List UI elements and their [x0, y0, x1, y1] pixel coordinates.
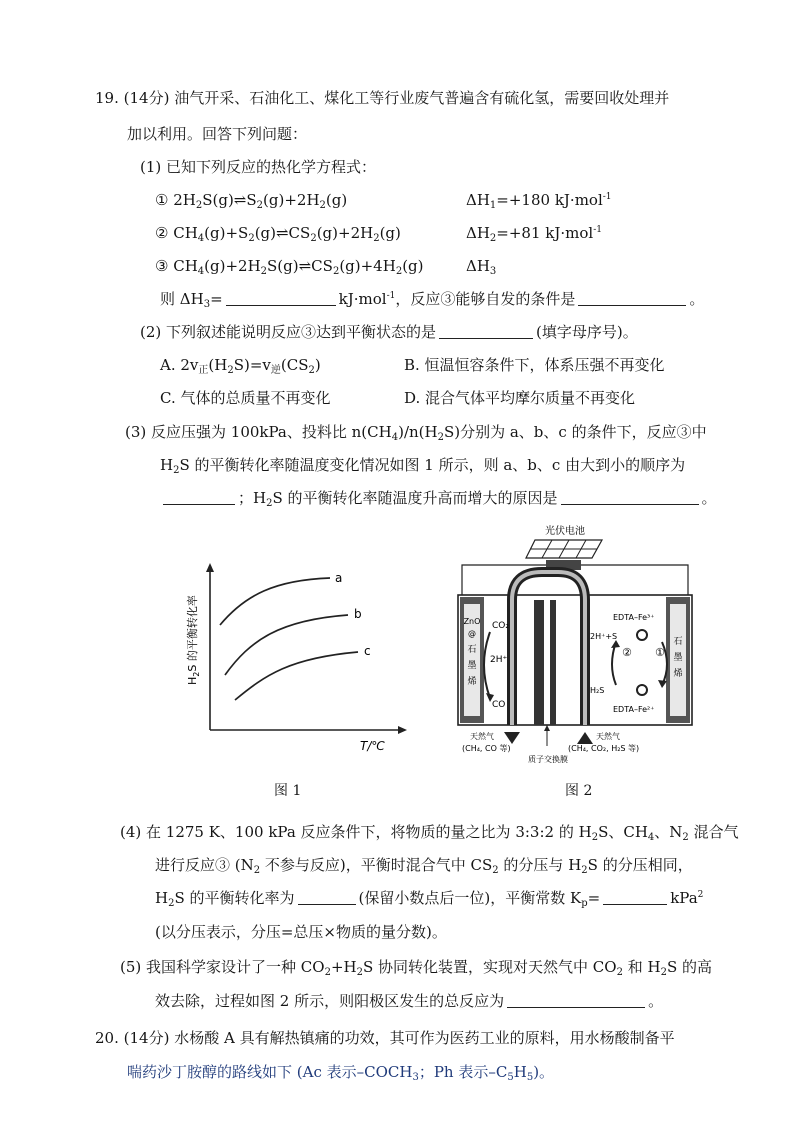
svg-text:石: 石	[673, 637, 683, 647]
answer-blank-conversion[interactable]	[298, 890, 356, 905]
q20-line1: 20. (14分) 水杨酸 A 具有解热镇痛的功效，其可作为医药工业的原料，用水杨酸制备平	[95, 1029, 675, 1047]
answer-blank-dh3[interactable]	[226, 291, 336, 306]
svg-text:烯: 烯	[673, 669, 683, 679]
part3-line3: ；$H_2S$ 的平衡转化率随温度升高而增大的原因是 。	[160, 488, 717, 508]
svg-text:CO₂: CO₂	[492, 621, 509, 631]
gas-out-arrow	[504, 732, 520, 744]
q20-number: 20.	[95, 1029, 119, 1047]
svg-text:H₂S: H₂S	[590, 686, 605, 695]
delta-h1: $\Delta H_1=+180$ kJ·mol$^{-1}$	[466, 191, 612, 211]
svg-text:①: ①	[655, 646, 665, 659]
q20-line2: 喘药沙丁胺醇的路线如下 (Ac 表示$-COCH_3$；Ph 表示$-C_5H_5$)。	[127, 1063, 555, 1083]
svg-text:天然气: 天然气	[470, 732, 494, 741]
part2-question: (2) 下列叙述能说明反应③达到平衡状态的是 (填字母序号)。	[140, 323, 638, 341]
proton-exchange-membrane	[534, 600, 544, 725]
curve-a-label: a	[335, 571, 343, 585]
svg-text:H2S 的平衡转化率: $H_2S$ 的平衡转化率	[186, 595, 201, 685]
figure-2-caption: 图 2	[565, 783, 593, 799]
figure-1	[180, 560, 410, 770]
part5-line1: (5) 我国科学家设计了一种 $CO_2+H_2S$ 协同转化装置，实现对天然气中 $CO_2$ 和 $H_2S$ 的高	[120, 958, 712, 978]
part4-line4: (以分压表示，分压=总压×物质的量分数)。	[155, 923, 447, 941]
q19-number: 19.	[95, 89, 119, 107]
delta-h2: $\Delta H_2=+81$ kJ·mol$^{-1}$	[466, 224, 602, 244]
option-b: B. 恒温恒容条件下，体系压强不再变化	[404, 356, 665, 374]
x-axis-arrow	[398, 726, 407, 734]
svg-text:墨: 墨	[467, 661, 477, 671]
delta-h3: $\Delta H_3$	[466, 257, 497, 277]
figure-2-diagram	[450, 520, 700, 765]
curve-c-label: c	[364, 644, 371, 658]
curve-b-label: b	[354, 607, 362, 621]
answer-blank-part2[interactable]	[439, 324, 533, 339]
part4-line2: 进行反应③ ($N_2$ 不参与反应)，平衡时混合气中 $CS_2$ 的分压与 $H_2S$ 的分压相同，	[155, 856, 693, 876]
svg-text:@: @	[468, 629, 476, 638]
reaction-1: ① $2H_2S(g)\rightleftharpoons S_2(g)+2H_2(g)$	[155, 191, 348, 211]
option-a: A. $2v_正(H_2S)=v_逆(CS_2)$	[160, 356, 321, 376]
svg-text:2H⁺: 2H⁺	[490, 655, 508, 665]
part1-question: 则 $\Delta H_3= kJ\cdot mol^{-1}$，反应③能够自发的条件是 。	[160, 290, 705, 310]
svg-text:石: 石	[467, 645, 477, 655]
part4-line1: (4) 在 1275 K、100 kPa 反应条件下，将物质的量之比为 3:3:2 的 $H_2S$、$CH_4$、$N_2$ 混合气	[120, 823, 739, 843]
option-d: D. 混合气体平均摩尔质量不再变化	[404, 389, 636, 407]
option-c: C. 气体的总质量不再变化	[160, 389, 331, 407]
answer-blank-order[interactable]	[163, 490, 235, 505]
svg-text:EDTA–Fe³⁺: EDTA–Fe³⁺	[613, 613, 655, 622]
solar-label: 光伏电池	[545, 526, 585, 537]
part3-line2: $H_2S$ 的平衡转化率随温度变化情况如图 1 所示，则 a、b、c 由大到小的顺序为	[160, 456, 686, 476]
q19-intro: 19. (14分) 油气开采、石油化工、煤化工等行业废气普遍含有硫化氢，需要回收处理并	[95, 89, 670, 107]
part1-label: (1) 已知下列反应的热化学方程式：	[140, 158, 377, 176]
q19-intro-line2: 加以利用。回答下列问题：	[127, 125, 308, 143]
svg-text:EDTA–Fe²⁺: EDTA–Fe²⁺	[613, 705, 655, 714]
svg-text:CO: CO	[492, 700, 506, 710]
svg-text:质子交换膜: 质子交换膜	[528, 755, 568, 764]
svg-text:烯: 烯	[467, 677, 477, 687]
curve-c	[235, 652, 358, 700]
y-axis-arrow	[206, 563, 214, 572]
reaction-2: ② $CH_4(g)+S_2(g)\rightleftharpoons CS_2(g)+2H_2(g)$	[155, 224, 401, 244]
answer-blank-anode[interactable]	[507, 993, 645, 1008]
part4-line3: $H_2S$ 的平衡转化率为 (保留小数点后一位)，平衡常数 $K_p= kPa^2$	[155, 889, 704, 909]
svg-text:(CH₄, CO₂, H₂S 等): (CH₄, CO₂, H₂S 等)	[568, 744, 640, 753]
figure-1-chart	[180, 560, 410, 770]
part5-line2: 效去除，过程如图 2 所示，则阳极区发生的总反应为 。	[155, 992, 664, 1010]
x-axis-label: T/℃	[360, 739, 385, 753]
answer-blank-spontaneous[interactable]	[578, 291, 686, 306]
part3-line1: (3) 反应压强为 100kPa、投料比 $n(CH_4)/n(H_2S)$分别为 a、b、c 的条件下，反应③中	[125, 423, 707, 443]
curve-a	[220, 578, 330, 625]
figure-1-caption: 图 1	[274, 783, 302, 799]
svg-text:2H⁺+S: 2H⁺+S	[590, 632, 618, 641]
wire-right	[581, 565, 688, 595]
y-axis-label	[185, 595, 201, 685]
curve-b	[225, 615, 348, 675]
svg-text:ZnO: ZnO	[463, 617, 481, 626]
svg-text:墨: 墨	[673, 653, 683, 663]
gas-in-arrow	[577, 732, 593, 744]
figure-2	[450, 520, 700, 765]
reaction-3: ③ $CH_4(g)+2H_2S(g)\rightleftharpoons CS_2(g)+4H_2(g)$	[155, 257, 424, 277]
svg-text:(CH₄, CO 等): (CH₄, CO 等)	[462, 744, 511, 753]
svg-text:②: ②	[622, 646, 632, 659]
answer-blank-reason[interactable]	[561, 490, 699, 505]
answer-blank-kp[interactable]	[603, 890, 667, 905]
svg-text:天然气: 天然气	[596, 732, 620, 741]
